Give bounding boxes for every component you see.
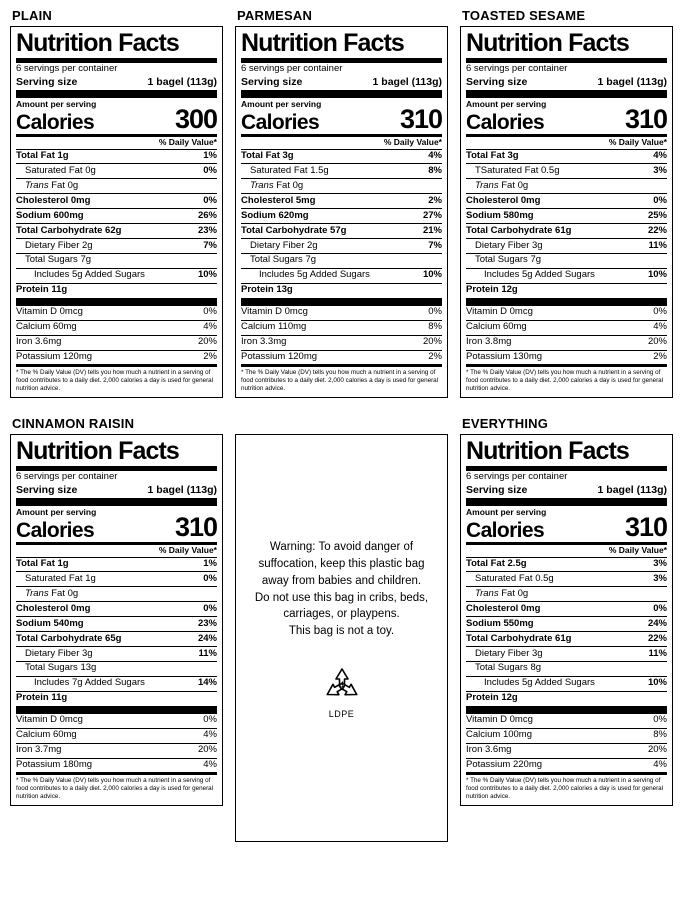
nutrient-row [466,646,667,661]
calories-value: 310 [624,103,667,134]
vitamin-dv: 20% [647,744,667,756]
vitamin-name: Calcium 100mg [466,729,532,741]
calories-value: 310 [174,511,217,542]
nutrient-row [466,253,667,268]
nutrient-row [241,238,442,253]
amount-per-serving: Amount per serving [16,506,97,517]
nutrient-row [466,557,667,572]
nutrient-row [241,283,442,298]
nutrient-dv: 26% [197,209,217,221]
serving-size-value: 1 bagel (113g) [372,75,442,88]
vitamin-row [466,335,667,350]
nutrition-facts-label [10,26,223,398]
nutrient-row [16,283,217,298]
nutrient-row [16,253,217,268]
nutrient-name: Cholesterol 0mg [466,602,541,614]
nutrient-row [16,676,217,691]
amount-per-serving: Amount per serving [466,506,547,517]
serving-size-value: 1 bagel (113g) [147,75,217,88]
servings-per-container: 6 servings per container [466,63,568,74]
nutrient-row [466,283,667,298]
vitamin-list [466,306,667,365]
nutrient-name: Saturated Fat 1.5g [250,164,329,176]
vitamin-name: Vitamin D 0mcg [16,714,83,726]
label-title: Nutrition Facts [466,29,629,57]
nutrient-row [241,253,442,268]
nutrient-dv: 1% [203,558,217,570]
serving-size-label: Serving size [241,75,303,88]
amount-per-serving: Amount per serving [241,98,322,109]
recycle-icon [321,666,363,706]
vitamin-dv: 4% [203,321,217,333]
serving-size-row [16,484,217,496]
nutrient-name: Dietary Fiber 3g [475,647,543,659]
nutrient-dv: 0% [203,572,217,584]
daily-value-header: % Daily Value* [158,544,217,555]
label-title: Nutrition Facts [241,29,404,57]
nutrient-dv: 24% [647,617,667,629]
nutrient-row [16,208,217,223]
nutrient-row [466,571,667,586]
vitamin-list [16,306,217,365]
nutrient-row [466,208,667,223]
serving-size-row [241,76,442,88]
vitamin-dv: 0% [653,306,667,318]
panel-title: PLAIN [12,8,52,23]
label-title: Nutrition Facts [16,29,179,57]
nutrient-dv: 11% [648,239,667,251]
nutrient-row [16,193,217,208]
label-row-bottom [10,416,688,842]
nutrient-name: Total Sugars 13g [25,662,97,674]
nutrient-name: Cholesterol 0mg [16,194,91,206]
nutrient-row [466,238,667,253]
vitamin-name: Iron 3.6mg [16,336,62,348]
nutrient-row [466,631,667,646]
nutrient-name: Total Carbohydrate 61g [466,632,572,644]
nutrient-row [16,149,217,164]
nutrient-name: Sodium 580mg [466,209,534,221]
nutrient-dv: 7% [203,239,217,251]
nutrient-name: Total Carbohydrate 65g [16,632,122,644]
nutrient-name: Total Carbohydrate 57g [241,224,347,236]
nutrient-name: Dietary Fiber 3g [475,239,543,251]
nutrient-dv: 11% [198,647,217,659]
nutrient-name: Protein 11g [16,284,68,296]
panel-everything [460,416,673,806]
nutrient-name: Total Fat 2.5g [466,558,527,570]
panel-parmesan [235,8,448,398]
nutrient-name: Total Fat 1g [16,150,69,162]
nutrient-name: Protein 13g [241,284,293,296]
vitamin-name: Iron 3.3mg [241,336,287,348]
nutrient-row [241,268,442,283]
vitamin-row [16,743,217,758]
nutrient-row [16,646,217,661]
panel-plain [10,8,223,398]
nutrition-facts-label [10,434,223,806]
vitamin-dv: 0% [428,306,442,318]
nutrient-name: Total Sugars 8g [475,662,542,674]
vitamin-dv: 4% [203,759,217,770]
nutrient-dv: 25% [647,209,667,221]
nutrient-dv: 11% [648,647,667,659]
nutrient-name: Total Carbohydrate 62g [16,224,122,236]
serving-size-row [16,76,217,88]
vitamin-list [16,714,217,773]
nutrient-row [241,163,442,178]
serving-size-value: 1 bagel (113g) [597,483,667,496]
nutrient-list [466,149,667,298]
vitamin-name: Vitamin D 0mcg [466,306,533,318]
vitamin-name: Calcium 110mg [241,321,307,333]
nutrient-dv: 4% [653,150,667,162]
nutrient-name: Cholesterol 0mg [16,602,91,614]
daily-value-header: % Daily Value* [608,544,667,555]
nutrient-row [16,178,217,193]
vitamin-name: Vitamin D 0mcg [466,714,533,726]
nutrient-row [466,223,667,238]
vitamin-name: Iron 3.6mg [466,744,512,756]
label-title: Nutrition Facts [16,437,179,465]
vitamin-row [16,306,217,320]
daily-value-footnote: * The % Daily Value (DV) tells you how much a nutrient in a serving of food contributes to a daily diet. 2,000 calories a day is used for general nutrition advice. [241,364,442,393]
vitamin-name: Vitamin D 0mcg [241,306,308,318]
vitamin-dv: 2% [203,351,217,362]
nutrient-row [466,193,667,208]
nutrient-name: Cholesterol 0mg [466,194,541,206]
warning-text: Warning: To avoid danger of suffocation, keep this plastic bag away from babies and children. Do not use this bag in cribs, beds, carriages, or playpens. This bag is not a toy. [254,541,429,637]
nutrient-row [466,268,667,283]
nutrient-dv: 24% [197,632,217,644]
nutrient-name: Trans Fat 0g [475,179,529,191]
nutrient-name: Includes 5g Added Sugars [484,677,595,689]
nutrient-name: Total Fat 3g [466,150,519,162]
nutrient-dv: 10% [422,269,442,281]
nutrient-row [466,601,667,616]
vitamin-list [241,306,442,365]
nutrient-row [16,616,217,631]
vitamin-row [16,728,217,743]
panel-title: EVERYTHING [462,416,549,431]
nutrient-list [16,557,217,706]
panel-warning [235,416,448,842]
vitamin-name: Iron 3.8mg [466,336,512,348]
vitamin-dv: 4% [203,729,217,741]
nutrient-list [466,557,667,706]
nutrient-row [466,691,667,706]
nutrient-name: Total Carbohydrate 61g [466,224,572,236]
nutrient-row [16,268,217,283]
calories-label: Calories [16,110,95,134]
daily-value-header: % Daily Value* [608,136,667,147]
nutrient-dv: 21% [422,224,442,236]
servings-per-container: 6 servings per container [466,471,568,482]
vitamin-dv: 20% [197,336,217,348]
calories-label: Calories [466,110,545,134]
nutrient-dv: 10% [197,269,217,281]
nutrient-row [466,661,667,676]
vitamin-dv: 4% [653,759,667,770]
vitamin-dv: 0% [203,306,217,318]
serving-size-label: Serving size [16,75,78,88]
nutrient-name: Saturated Fat 1g [25,572,96,584]
daily-value-footnote: * The % Daily Value (DV) tells you how much a nutrient in a serving of food contributes to a daily diet. 2,000 calories a day is used for general nutrition advice. [466,772,667,801]
vitamin-row [466,306,667,320]
vitamin-name: Iron 3.7mg [16,744,62,756]
vitamin-row [16,320,217,335]
nutrient-row [466,163,667,178]
nutrient-row [16,238,217,253]
vitamin-row [241,350,442,365]
nutrient-list [16,149,217,298]
nutrient-row [16,223,217,238]
nutrient-dv: 1% [203,150,217,162]
vitamin-row [466,758,667,773]
calories-value: 300 [174,103,217,134]
nutrient-name: Total Fat 3g [241,150,294,162]
label-title: Nutrition Facts [466,437,629,465]
vitamin-row [241,306,442,320]
daily-value-footnote: * The % Daily Value (DV) tells you how much a nutrient in a serving of food contributes to a daily diet. 2,000 calories a day is used for general nutrition advice. [16,772,217,801]
vitamin-row [466,320,667,335]
vitamin-row [16,714,217,728]
recycle-code: 4 [338,679,345,692]
vitamin-row [466,350,667,365]
nutrient-dv: 0% [203,194,217,206]
panel-title: CINNAMON RAISIN [12,416,135,431]
vitamin-dv: 8% [653,729,667,741]
nutrient-row [466,616,667,631]
nutrient-name: Total Sugars 7g [475,254,542,266]
vitamin-row [466,714,667,728]
nutrient-name: Protein 11g [16,692,68,704]
vitamin-row [241,320,442,335]
nutrient-row [16,557,217,572]
nutrient-row [16,571,217,586]
nutrient-name: Includes 7g Added Sugars [34,677,145,689]
nutrient-row [466,586,667,601]
nutrient-dv: 23% [197,617,217,629]
nutrient-name: Protein 12g [466,692,518,704]
calories-value: 310 [399,103,442,134]
nutrient-row [466,178,667,193]
nutrient-name: Includes 5g Added Sugars [34,269,145,281]
vitamin-dv: 2% [428,351,442,362]
nutrient-dv: 0% [653,602,667,614]
calories-label: Calories [466,518,545,542]
nutrient-name: Trans Fat 0g [25,179,79,191]
nutrient-name: Protein 12g [466,284,518,296]
nutrient-dv: 2% [428,194,442,206]
vitamin-row [16,350,217,365]
nutrient-name: Includes 5g Added Sugars [484,269,595,281]
nutrient-name: Saturated Fat 0g [25,164,96,176]
vitamin-list [466,714,667,773]
nutrient-dv: 3% [653,572,667,584]
vitamin-name: Potassium 180mg [16,759,93,770]
nutrient-dv: 22% [647,632,667,644]
panel-title: TOASTED SESAME [462,8,586,23]
calories-value: 310 [624,511,667,542]
nutrient-row [466,149,667,164]
serving-size-row [466,484,667,496]
nutrient-row [466,676,667,691]
serving-size-row [466,76,667,88]
nutrient-row [241,149,442,164]
serving-size-value: 1 bagel (113g) [147,483,217,496]
vitamin-name: Calcium 60mg [16,729,77,741]
nutrient-name: Sodium 540mg [16,617,84,629]
vitamin-name: Potassium 220mg [466,759,543,770]
nutrient-dv: 23% [197,224,217,236]
nutrient-name: Trans Fat 0g [25,587,79,599]
amount-per-serving: Amount per serving [16,98,97,109]
nutrient-dv: 0% [203,602,217,614]
nutrient-dv: 0% [203,164,217,176]
servings-per-container: 6 servings per container [16,63,118,74]
nutrient-name: Includes 5g Added Sugars [259,269,370,281]
nutrient-dv: 4% [428,150,442,162]
servings-per-container: 6 servings per container [241,63,343,74]
nutrient-row [241,178,442,193]
vitamin-name: Calcium 60mg [466,321,527,333]
vitamin-name: Vitamin D 0mcg [16,306,83,318]
serving-size-label: Serving size [466,483,528,496]
nutrient-name: Total Sugars 7g [25,254,92,266]
nutrient-name: Sodium 550mg [466,617,534,629]
nutrient-dv: 0% [653,194,667,206]
vitamin-dv: 20% [647,336,667,348]
vitamin-dv: 20% [197,744,217,756]
nutrient-dv: 7% [428,239,442,251]
nutrient-dv: 3% [653,558,667,570]
nutrient-row [16,601,217,616]
nutrition-facts-label [235,26,448,398]
nutrient-dv: 3% [653,164,667,176]
nutrient-name: Trans Fat 0g [250,179,304,191]
nutrient-dv: 10% [647,677,667,689]
nutrient-name: Total Fat 1g [16,558,69,570]
nutrient-name: Dietary Fiber 3g [25,647,93,659]
nutrient-dv: 8% [428,164,442,176]
vitamin-row [466,743,667,758]
vitamin-name: Potassium 120mg [16,351,93,362]
nutrient-name: Sodium 600mg [16,209,84,221]
nutrition-facts-label [460,26,673,398]
nutrient-row [241,193,442,208]
nutrient-dv: 27% [422,209,442,221]
vitamin-name: Calcium 60mg [16,321,77,333]
daily-value-footnote: * The % Daily Value (DV) tells you how much a nutrient in a serving of food contributes to a daily diet. 2,000 calories a day is used for general nutrition advice. [466,364,667,393]
nutrient-name: Trans Fat 0g [475,587,529,599]
nutrient-row [241,223,442,238]
daily-value-header: % Daily Value* [383,136,442,147]
suffocation-warning-box [235,434,448,842]
nutrient-name: Cholesterol 5mg [241,194,316,206]
panel-cinnamon-raisin [10,416,223,806]
servings-per-container: 6 servings per container [16,471,118,482]
nutrient-row [16,586,217,601]
serving-size-value: 1 bagel (113g) [597,75,667,88]
serving-size-label: Serving size [16,483,78,496]
nutrient-row [241,208,442,223]
daily-value-footnote: * The % Daily Value (DV) tells you how much a nutrient in a serving of food contributes to a daily diet. 2,000 calories a day is used for general nutrition advice. [16,364,217,393]
nutrient-dv: 22% [647,224,667,236]
nutrient-row [16,631,217,646]
vitamin-dv: 4% [653,321,667,333]
calories-label: Calories [241,110,320,134]
vitamin-name: Potassium 120mg [241,351,318,362]
daily-value-header: % Daily Value* [158,136,217,147]
vitamin-dv: 8% [428,321,442,333]
label-row-top [10,8,688,398]
nutrient-name: Dietary Fiber 2g [25,239,93,251]
vitamin-row [241,335,442,350]
nutrient-name: Dietary Fiber 2g [250,239,318,251]
nutrient-name: Sodium 620mg [241,209,309,221]
vitamin-dv: 20% [422,336,442,348]
panel-title: PARMESAN [237,8,313,23]
nutrient-name: Saturated Fat 0.5g [475,572,554,584]
nutrient-dv: 10% [647,269,667,281]
nutrient-name: TSaturated Fat 0.5g [475,164,560,176]
vitamin-row [16,335,217,350]
nutrient-row [16,691,217,706]
amount-per-serving: Amount per serving [466,98,547,109]
panel-toasted-sesame [460,8,673,398]
recycle-symbol-group [321,666,363,719]
vitamin-name: Potassium 130mg [466,351,543,362]
nutrient-name: Total Sugars 7g [250,254,317,266]
nutrient-row [16,163,217,178]
nutrition-facts-label [460,434,673,806]
nutrient-dv: 14% [197,677,217,689]
vitamin-row [16,758,217,773]
calories-label: Calories [16,518,95,542]
vitamin-dv: 2% [653,351,667,362]
recycle-material-label: LDPE [328,708,355,719]
vitamin-dv: 0% [653,714,667,726]
vitamin-dv: 0% [203,714,217,726]
nutrient-list [241,149,442,298]
vitamin-row [466,728,667,743]
serving-size-label: Serving size [466,75,528,88]
nutrient-row [16,661,217,676]
